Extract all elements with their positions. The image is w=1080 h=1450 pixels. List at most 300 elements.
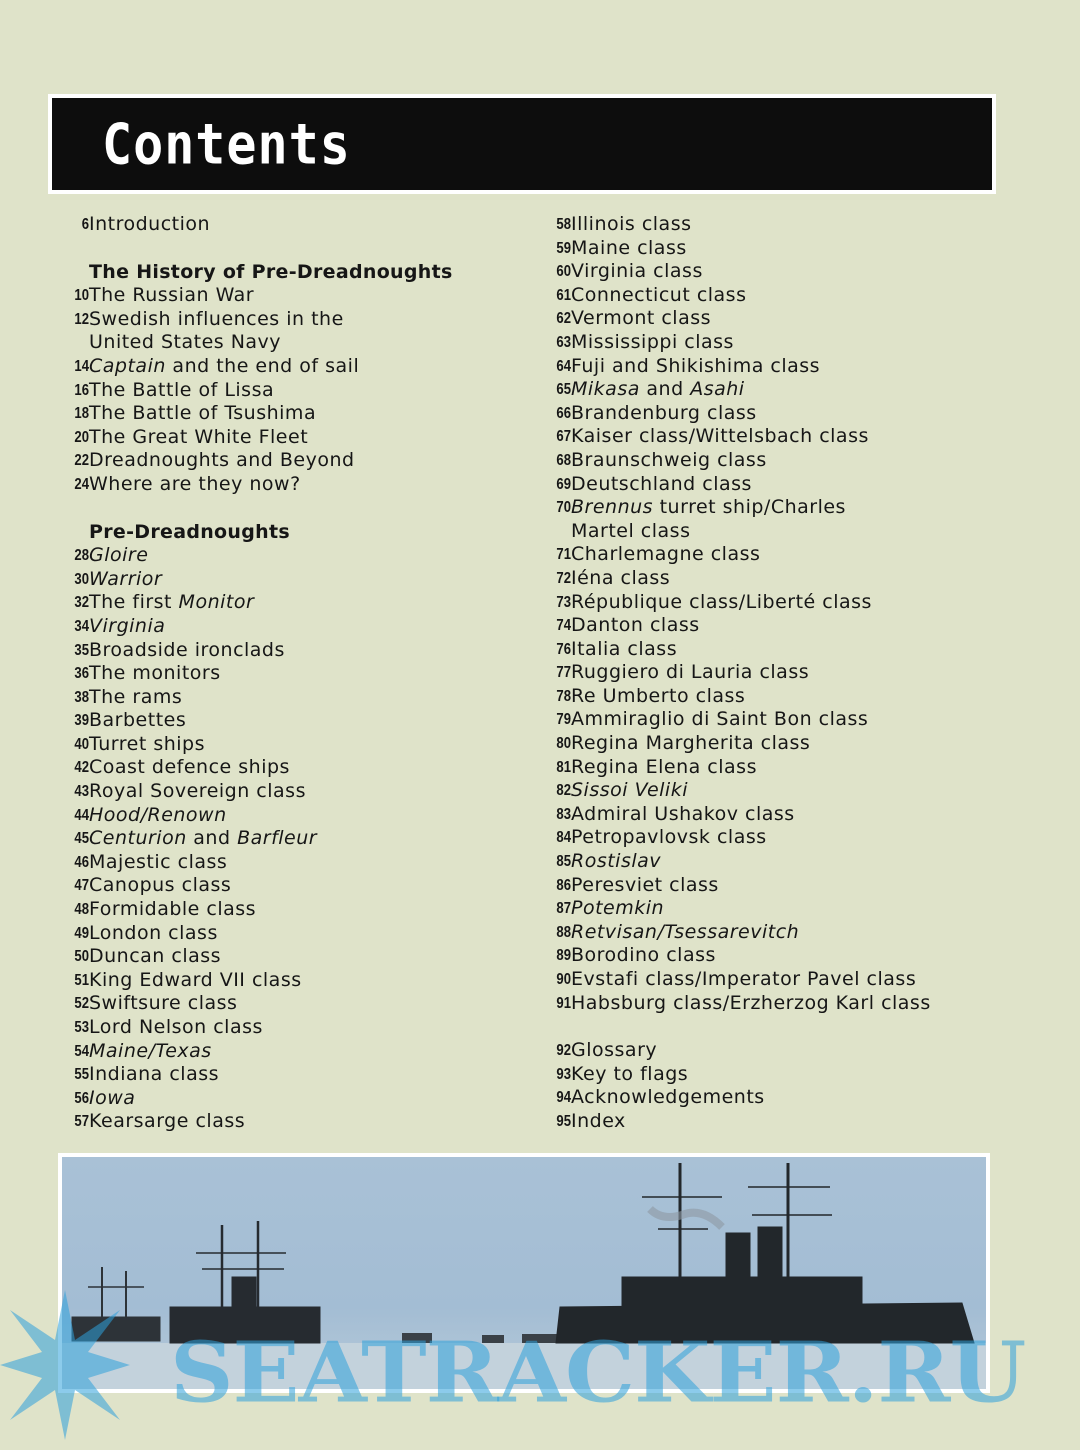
page-number: 62 <box>556 310 571 328</box>
page-number: 55 <box>74 1066 89 1084</box>
toc-entry[interactable] <box>544 804 1014 828</box>
entry-text: Peresviet class <box>571 873 719 896</box>
page-number: 40 <box>74 735 89 753</box>
ship-name-italic: Sissoi Veliki <box>571 779 688 802</box>
page-number: 58 <box>556 216 571 233</box>
page-number: 86 <box>556 876 571 894</box>
entry-title <box>89 1064 219 1088</box>
entry-title <box>89 214 210 238</box>
entry-title <box>89 1088 135 1112</box>
toc-entry[interactable] <box>544 639 1014 663</box>
toc-entry[interactable] <box>544 592 1014 616</box>
entry-title <box>571 568 670 592</box>
page-number: 56 <box>74 1089 89 1107</box>
page-number: 57 <box>74 1113 89 1131</box>
entry-title <box>571 757 757 781</box>
entry-text: Brandenburg class <box>571 401 757 424</box>
toc-entry[interactable] <box>62 805 532 829</box>
page-number: 70 <box>556 499 571 517</box>
entry-title <box>571 285 746 309</box>
page-number: 44 <box>74 806 89 824</box>
entry-title <box>89 1041 212 1065</box>
entry-text: Introduction <box>89 213 211 235</box>
contents-header-band <box>52 98 992 190</box>
page-number: 66 <box>556 404 571 422</box>
entry-title <box>571 521 690 545</box>
page-number: 53 <box>74 1019 89 1036</box>
entry-title <box>89 1111 245 1135</box>
entry-title <box>89 1017 263 1041</box>
toc-entry[interactable] <box>62 970 532 994</box>
toc-entry[interactable] <box>544 993 1014 1017</box>
entry-text: Swedish influences in the <box>89 307 344 330</box>
entry-title <box>89 569 162 593</box>
page-number: 67 <box>556 428 571 446</box>
page-number: 89 <box>556 947 571 965</box>
toc-entry[interactable] <box>544 922 1014 946</box>
toc-entry[interactable] <box>544 780 1014 804</box>
page-number: 78 <box>556 687 571 705</box>
entry-title <box>571 261 703 285</box>
page-number: 46 <box>74 853 89 871</box>
page-number: 34 <box>74 617 89 635</box>
toc-entry[interactable] <box>544 214 1014 238</box>
entry-title <box>89 805 227 829</box>
entry-title <box>571 379 745 403</box>
entry-text: Fuji and Shikishima class <box>571 354 821 377</box>
entry-title <box>571 426 869 450</box>
entry-title <box>89 285 254 309</box>
entry-title <box>89 946 221 970</box>
page-number: 14 <box>74 357 89 375</box>
toc-entry[interactable] <box>544 662 1014 686</box>
toc-entry[interactable] <box>62 757 532 781</box>
page-number: 42 <box>74 759 89 777</box>
entry-title <box>89 875 231 899</box>
toc-entry[interactable] <box>544 1111 1014 1135</box>
page-number: 48 <box>74 901 89 919</box>
toc-entry[interactable] <box>544 733 1014 757</box>
entry-title <box>89 309 344 333</box>
toc-entry[interactable] <box>62 993 532 1017</box>
entry-text: Illinois class <box>571 213 692 235</box>
toc-entry[interactable] <box>62 1041 532 1065</box>
toc-entry[interactable] <box>62 427 532 451</box>
section-heading: The History of Pre-Dreadnoughts <box>89 260 453 283</box>
toc-entry[interactable] <box>544 1064 1014 1088</box>
section-gap <box>62 498 532 522</box>
entry-title <box>89 474 301 498</box>
entry-title <box>89 781 306 805</box>
entry-text: and <box>639 378 691 401</box>
entry-text: King Edward VII class <box>89 968 302 991</box>
entry-text: Virginia class <box>571 260 703 283</box>
entry-text: Duncan class <box>89 945 222 968</box>
entry-title <box>571 1087 765 1111</box>
entry-title <box>89 923 218 947</box>
ship-name-italic: Asahi <box>690 378 745 401</box>
entry-title <box>89 710 186 734</box>
ship-name-italic: Monitor <box>178 591 255 614</box>
entry-title <box>571 875 719 899</box>
toc-entry[interactable] <box>544 686 1014 710</box>
page-number: 87 <box>556 900 571 918</box>
toc-entry[interactable] <box>62 309 532 333</box>
entry-text: Re Umberto class <box>571 684 746 707</box>
ship-name-italic: Iowa <box>89 1086 136 1109</box>
section-gap <box>62 238 532 262</box>
page-number: 47 <box>74 877 89 895</box>
entry-text: Regina Elena class <box>571 755 757 778</box>
entry-text: turret ship/Charles <box>653 496 846 519</box>
main-battleship <box>556 1163 974 1343</box>
ship-name-italic: Gloire <box>89 544 149 567</box>
entry-text: The Russian War <box>89 284 255 307</box>
toc-entry[interactable] <box>62 734 532 758</box>
page-number: 82 <box>556 782 571 800</box>
toc-left-column <box>62 214 532 1135</box>
entry-text: Formidable class <box>89 898 257 921</box>
entry-title <box>89 687 182 711</box>
watermark-star-icon <box>0 1290 130 1440</box>
entry-text: United States Navy <box>89 331 282 354</box>
ship-name-italic: Hood/Renown <box>89 803 227 826</box>
page-number: 73 <box>556 593 571 611</box>
toc-entry[interactable] <box>62 1064 532 1088</box>
toc-entry[interactable] <box>62 332 532 356</box>
entry-text: Admiral Ushakov class <box>571 802 795 825</box>
page-number: 22 <box>74 452 89 470</box>
entry-text: London class <box>89 921 218 944</box>
toc-entry[interactable] <box>544 1040 1014 1064</box>
entry-text: Iéna class <box>571 566 671 589</box>
toc-entry[interactable] <box>544 521 1014 545</box>
entry-title <box>571 238 687 262</box>
entry-title <box>571 592 872 616</box>
entry-text: Petropavlovsk class <box>571 826 767 849</box>
page-number: 24 <box>74 475 89 493</box>
entry-title <box>89 356 359 380</box>
page-number: 32 <box>74 594 89 612</box>
page-number: 76 <box>556 640 571 658</box>
toc-entry[interactable] <box>62 474 532 498</box>
ship-name-italic: Virginia <box>89 614 166 637</box>
entry-title <box>571 1064 688 1088</box>
entry-title <box>571 1040 657 1064</box>
page-number: 84 <box>556 829 571 847</box>
toc-entry[interactable] <box>544 356 1014 380</box>
entry-text: Connecticut class <box>571 283 747 306</box>
entry-text: Danton class <box>571 614 700 637</box>
entry-text: Charlemagne class <box>571 543 761 566</box>
page-number: 43 <box>74 783 89 801</box>
page-number: 95 <box>556 1112 571 1130</box>
section-gap <box>544 1016 1014 1040</box>
toc-entry[interactable] <box>62 569 532 593</box>
page-title: Contents <box>102 112 351 177</box>
contents-header-frame <box>48 94 996 194</box>
entry-text: and <box>186 827 238 850</box>
toc-entry[interactable] <box>62 663 532 687</box>
entry-title <box>571 332 734 356</box>
toc-entry[interactable] <box>544 379 1014 403</box>
toc-entry[interactable] <box>544 827 1014 851</box>
entry-title <box>571 474 752 498</box>
entry-title <box>89 616 165 640</box>
toc-entry[interactable] <box>62 380 532 404</box>
toc-entry[interactable] <box>62 214 532 238</box>
entry-text: Turret ships <box>89 732 205 755</box>
toc-entry[interactable] <box>62 592 532 616</box>
page-number: 61 <box>556 286 571 304</box>
toc-entry[interactable] <box>62 875 532 899</box>
entry-title <box>571 356 820 380</box>
entry-text: Deutschland class <box>571 472 752 495</box>
entry-text: Barbettes <box>89 709 187 732</box>
toc-entry[interactable] <box>544 568 1014 592</box>
toc-entry[interactable] <box>544 945 1014 969</box>
entry-title <box>89 403 316 427</box>
toc-entry[interactable] <box>544 757 1014 781</box>
page-number: 83 <box>556 805 571 823</box>
entry-title <box>571 662 809 686</box>
page-number: 30 <box>74 570 89 588</box>
entry-title <box>571 403 757 427</box>
entry-title <box>571 1111 626 1135</box>
entry-text: and the end of sail <box>165 354 360 377</box>
toc-entry[interactable] <box>544 403 1014 427</box>
ship-name-italic: Mikasa <box>571 378 640 401</box>
page-number: 60 <box>556 263 571 281</box>
toc-entry[interactable] <box>62 285 532 309</box>
page-number: 35 <box>74 641 89 659</box>
entry-text: Habsburg class/Erzherzog Karl class <box>571 991 931 1014</box>
entry-title <box>89 970 302 994</box>
toc-entry[interactable] <box>62 852 532 876</box>
toc-right-column <box>544 214 1014 1135</box>
page-number: 85 <box>556 853 571 871</box>
toc-entry[interactable] <box>62 403 532 427</box>
page-number: 68 <box>556 451 571 469</box>
page-number: 10 <box>74 287 89 305</box>
entry-title <box>89 640 285 664</box>
page-number: 20 <box>74 428 89 446</box>
page-number: 88 <box>556 923 571 941</box>
page-number <box>67 332 89 356</box>
entry-title <box>571 945 716 969</box>
toc-entry[interactable] <box>62 545 532 569</box>
entry-text: Evstafi class/Imperator Pavel class <box>571 968 917 990</box>
page-number: 74 <box>556 617 571 635</box>
page-number: 28 <box>74 547 89 565</box>
toc-entry[interactable] <box>62 946 532 970</box>
page-number: 51 <box>74 971 89 989</box>
entry-title <box>571 733 810 757</box>
entry-text: Coast defence ships <box>89 756 290 779</box>
entry-text: Royal Sovereign class <box>89 780 306 803</box>
page-number: 39 <box>74 712 89 730</box>
entry-title <box>571 827 767 851</box>
entry-title <box>571 993 931 1017</box>
page-number: 94 <box>556 1089 571 1107</box>
entry-text: Maine class <box>571 236 687 259</box>
entry-title <box>571 308 711 332</box>
toc-entry[interactable] <box>62 1088 532 1112</box>
entry-text: Acknowledgements <box>571 1086 765 1109</box>
entry-title <box>89 332 281 356</box>
entry-text: Index <box>571 1109 626 1132</box>
page-number: 71 <box>556 546 571 564</box>
page-number: 52 <box>74 995 89 1013</box>
entry-title <box>571 709 868 733</box>
toc-entry[interactable] <box>544 1087 1014 1111</box>
page-number: 81 <box>556 758 571 776</box>
section-heading: Pre-Dreadnoughts <box>89 520 290 543</box>
toc-entry[interactable] <box>62 640 532 664</box>
entry-title <box>89 899 256 923</box>
page-number: 54 <box>74 1042 89 1060</box>
toc-entry[interactable] <box>62 923 532 947</box>
entry-title <box>89 427 308 451</box>
entry-title <box>571 686 745 710</box>
entry-title <box>89 545 148 569</box>
entry-title <box>571 497 846 521</box>
page-number: 65 <box>556 381 571 399</box>
toc-entry[interactable] <box>544 474 1014 498</box>
entry-text: Where are they now? <box>89 472 301 495</box>
page-number: 38 <box>74 688 89 706</box>
entry-title <box>89 663 221 687</box>
entry-text: Canopus class <box>89 874 232 897</box>
entry-text: Lord Nelson class <box>89 1016 263 1038</box>
ship-name-italic: Barfleur <box>237 827 318 850</box>
page-number: 91 <box>556 994 571 1012</box>
ship-name-italic: Centurion <box>89 827 187 850</box>
entry-title <box>89 734 205 758</box>
page-number: 64 <box>556 357 571 375</box>
page-number: 79 <box>556 711 571 729</box>
toc-entry[interactable] <box>62 710 532 734</box>
entry-text: Majestic class <box>89 850 228 873</box>
toc-entry[interactable] <box>544 426 1014 450</box>
entry-title <box>571 544 760 568</box>
entry-title <box>571 615 700 639</box>
smoke <box>650 1209 722 1227</box>
entry-title <box>571 969 916 993</box>
toc-entry[interactable] <box>62 356 532 380</box>
entry-text: Indiana class <box>89 1063 220 1086</box>
page-number: 36 <box>74 665 89 683</box>
ship-name-italic: Maine/Texas <box>89 1039 212 1062</box>
entry-text: Key to flags <box>571 1062 689 1085</box>
toc-entry[interactable] <box>62 450 532 474</box>
page-number: 49 <box>74 924 89 942</box>
entry-text: Glossary <box>571 1039 658 1062</box>
entry-text: Vermont class <box>571 307 712 330</box>
toc-entry[interactable] <box>62 781 532 805</box>
entry-text: The first <box>89 591 179 614</box>
entry-title <box>89 592 254 616</box>
page-number: 18 <box>74 405 89 423</box>
entry-title <box>571 804 795 828</box>
ship-name-italic: Rostislav <box>571 850 662 873</box>
entry-text: The monitors <box>89 662 221 685</box>
entry-title <box>89 757 290 781</box>
entry-title <box>89 380 274 404</box>
entry-text: Broadside ironclads <box>89 638 285 661</box>
toc-entry[interactable] <box>544 898 1014 922</box>
toc-entry[interactable] <box>544 238 1014 262</box>
entry-text: Italia class <box>571 637 678 660</box>
toc-entry[interactable] <box>62 1111 532 1135</box>
page-number: 72 <box>556 569 571 587</box>
toc-entry[interactable] <box>544 308 1014 332</box>
entry-text: Ammiraglio di Saint Bon class <box>571 708 869 731</box>
entry-text: Mississippi class <box>571 330 734 353</box>
toc-entry[interactable] <box>544 709 1014 733</box>
entry-text: The rams <box>89 685 183 708</box>
page-number: 80 <box>556 735 571 753</box>
page-number: 63 <box>556 333 571 351</box>
toc-entry[interactable] <box>544 851 1014 875</box>
page-number: 12 <box>74 310 89 328</box>
page-number: 16 <box>74 381 89 399</box>
toc-entry[interactable] <box>62 1017 532 1041</box>
page-number: 59 <box>556 239 571 257</box>
ship-name-italic: Warrior <box>89 567 163 590</box>
toc-entry[interactable] <box>544 450 1014 474</box>
entry-title <box>89 993 237 1017</box>
entry-text: Borodino class <box>571 944 716 967</box>
toc-entry[interactable] <box>62 616 532 640</box>
toc-entry[interactable] <box>544 332 1014 356</box>
entry-text: Regina Margherita class <box>571 732 811 755</box>
entry-title <box>571 851 661 875</box>
entry-title <box>571 780 688 804</box>
entry-text: Ruggiero di Lauria class <box>571 661 810 684</box>
toc-entry[interactable] <box>544 615 1014 639</box>
toc-entry[interactable] <box>544 285 1014 309</box>
ship-name-italic: Potemkin <box>571 897 665 920</box>
entry-text: Kearsarge class <box>89 1110 246 1133</box>
page-number: 77 <box>556 664 571 682</box>
watermark-text: SEATRACKER.RU <box>170 1322 1026 1422</box>
entry-title <box>571 450 767 474</box>
entry-text: Swiftsure class <box>89 992 238 1015</box>
ship-name-italic: Retvisan/Tsessarevitch <box>571 920 800 943</box>
toc-entry[interactable] <box>544 969 1014 993</box>
page-number: 69 <box>556 475 571 493</box>
toc-entry[interactable] <box>544 261 1014 285</box>
toc-entry[interactable] <box>544 497 1014 521</box>
toc-entry[interactable] <box>544 875 1014 899</box>
ship-name-italic: Brennus <box>571 496 654 519</box>
ship-name-italic: Captain <box>89 354 166 377</box>
entry-title <box>89 852 227 876</box>
entry-text: The Battle of Tsushima <box>89 402 317 425</box>
entry-text: The Battle of Lissa <box>89 378 275 401</box>
toc-entry[interactable] <box>62 687 532 711</box>
page-number <box>549 521 571 545</box>
toc-entry[interactable] <box>62 828 532 852</box>
toc-entry[interactable] <box>62 899 532 923</box>
page-number: 6 <box>81 216 89 233</box>
entry-title <box>571 898 664 922</box>
toc-entry[interactable] <box>544 544 1014 568</box>
entry-title <box>89 828 317 852</box>
entry-text: Braunschweig class <box>571 448 767 471</box>
entry-title <box>89 450 355 474</box>
